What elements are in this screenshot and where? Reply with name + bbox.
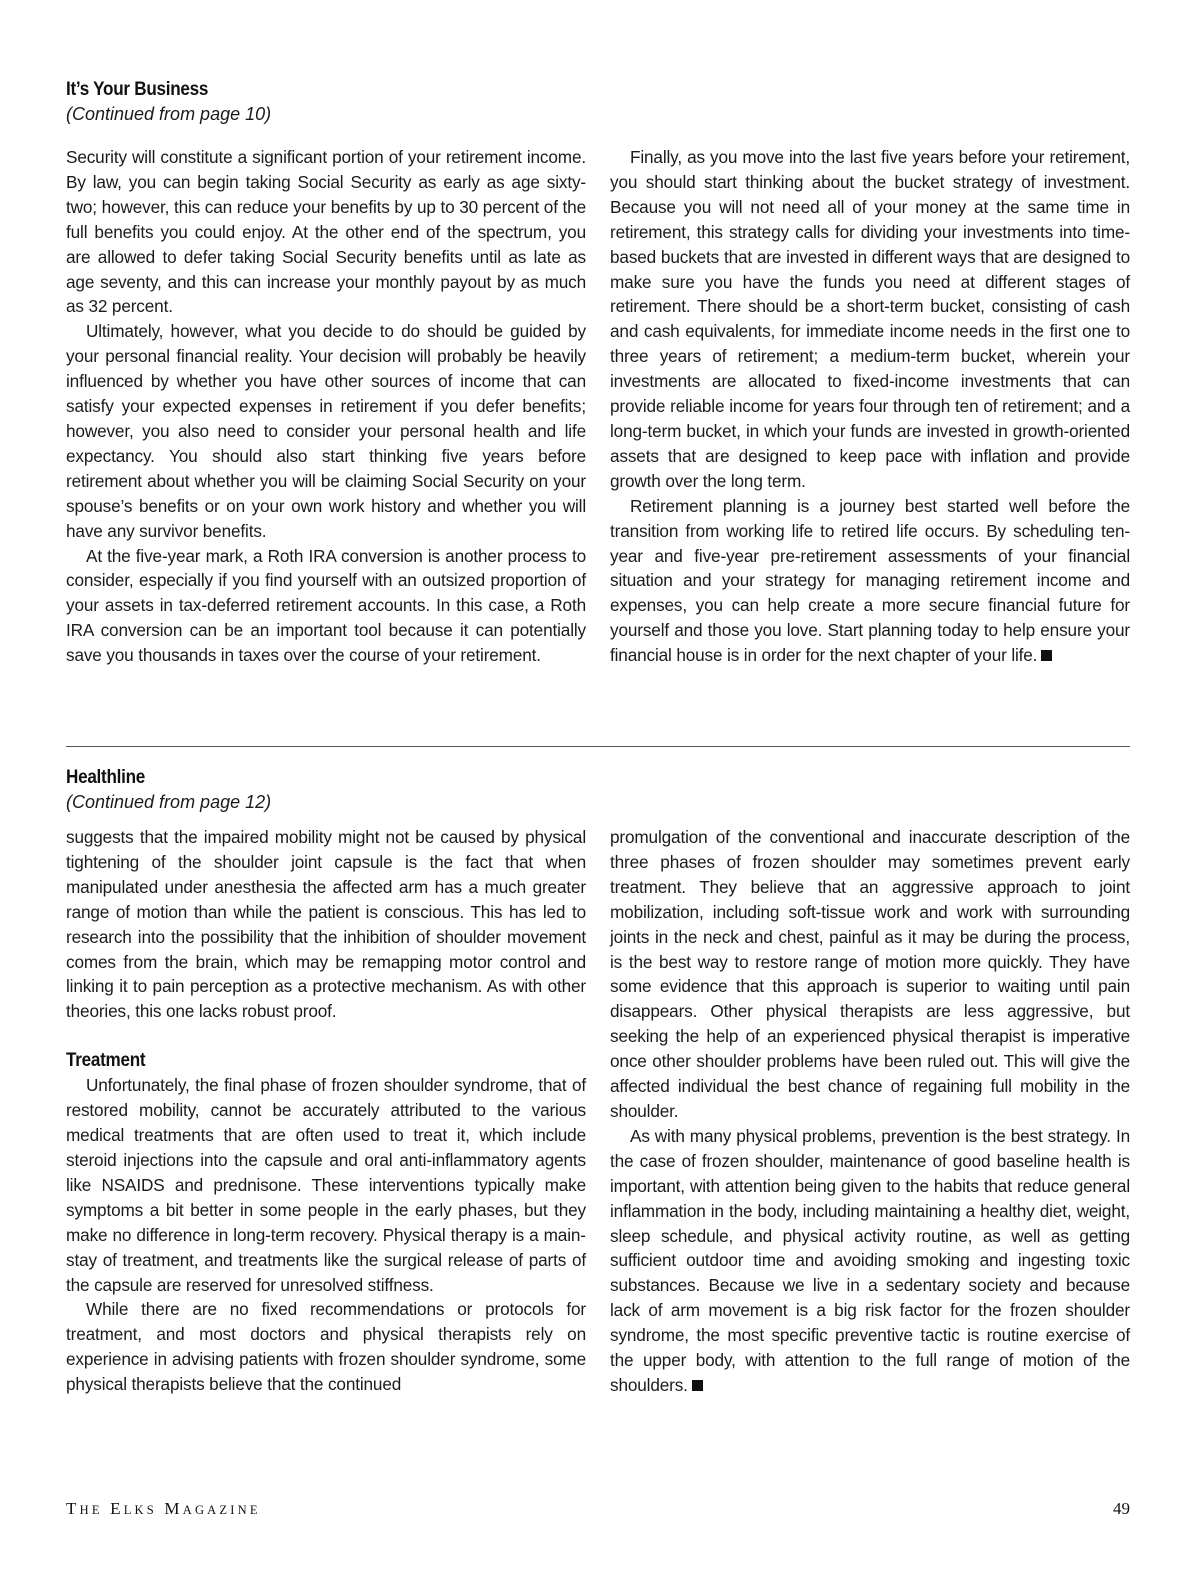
article-its-your-business bbox=[66, 78, 1130, 666]
continued-note: (Continued from page 10) bbox=[66, 104, 272, 124]
paragraph bbox=[610, 1124, 1130, 1398]
right-column bbox=[610, 145, 1130, 668]
section-divider bbox=[66, 746, 1130, 747]
right-column bbox=[610, 825, 1130, 1398]
end-of-article-mark bbox=[1041, 650, 1052, 661]
article-healthline bbox=[66, 766, 1130, 1395]
paragraph: suggests that the impaired mobility might not be caused by physical tightening of the shoulder joint capsule is the fact that when manipulated under anesthesia the affected arm has a much greater range of motion than while the patient is conscious. This has led to research into the possibility that the inhibition of shoulder movement comes from the brain, which may be remapping motor control and linking it to pain perception as a protective mechanism. As with other theories, this one lacks robust proof. bbox=[66, 827, 586, 1022]
paragraph: promulgation of the conventional and inaccurate description of the three phases of frozen shoulder may sometimes prevent early treatment. They believe that an aggressive approach to joint mobilization, including soft-tissue work and work with surrounding joints in the neck and chest, painful as it may be during the process, is the best way to restore range of motion more quickly. They have some evidence that this approach is superior to waiting until pain disappears. Other physical therapists are less aggressive, but seeking the help of an experienced physical therapist is imperative once other shoulder problems have been ruled out. This will give the affected individual the best chance of regaining full mobility in the shoulder. bbox=[610, 827, 1130, 1121]
section-title: Healthline bbox=[66, 767, 146, 788]
subheading-treatment: Treatment bbox=[66, 1050, 146, 1072]
two-column-body bbox=[66, 825, 1130, 1398]
paragraph: At the five-year mark, a Roth IRA conversion is another process to consider, especially if you find yourself with an outsized proportion of your assets in tax-deferred retirement accounts. In this case, a Roth IRA conversion can be an important tool because it can potentially save you thousands in taxes over the course of your retirement. bbox=[66, 545, 586, 666]
section-title: It’s Your Business bbox=[66, 79, 209, 100]
paragraph: Unfortunately, the final phase of frozen shoulder syndrome, that of restored mobility, cannot be accurately attributed to the various medical treatments that are often used to treat it, which include steroid injections into the capsule and oral anti-inflammatory agents like NSAIDS and prednisone. These interventions typically make symptoms a bit better in some people in the early phases, but they make no difference in long-term recovery. Physical therapy is a mainstay of treatment, and treatments like the surgical release of parts of the capsule are reserved for unresolved stiffness. bbox=[66, 1075, 586, 1295]
page-number: 49 bbox=[1113, 1499, 1130, 1518]
paragraph-text: Retirement planning is a journey best started well before the transition from working life to retired life occurs. By scheduling ten-year and five-year pre-retirement assessments of your financial situation and your strategy for managing retirement income and expenses, you can help create a more secure financial future for yourself and those you love. Start planning today to help ensure your financial house is in order for the next chapter of your life. bbox=[610, 495, 1130, 666]
paragraph: While there are no fixed recommendations or protocols for treatment, and most doctors and physical therapists rely on experience in advising patients with frozen shoulder syndrome, some physical therapists believe that the continued bbox=[66, 1299, 586, 1395]
end-of-article-mark bbox=[692, 1380, 703, 1391]
paragraph: Finally, as you move into the last five years before your retirement, you should start thinking about the bucket strategy of investment. Because you will not need all of your money at the same time in retirement, this strategy calls for dividing your investments into time-based buckets that are invested in different ways that are designed to make sure you have the funds you need at different stages of retirement. There should be a short-term bucket, consisting of cash and cash equivalents, for immediate income needs in the first one to three years of retirement; a medium-term bucket, wherein your investments are allocated to fixed-income investments that can provide reliable income for years four through ten of retirement; and a long-term bucket, in which your funds are invested in growth-oriented assets that are designed to keep pace with inflation and provide growth over the long term. bbox=[610, 147, 1130, 491]
left-column bbox=[66, 145, 586, 668]
continued-note: (Continued from page 12) bbox=[66, 792, 272, 812]
paragraph: Security will constitute a significant portion of your retirement income. By law, you can begin taking Social Security as early as age sixty-two; however, this can reduce your benefits by up to 30 percent of the full benefits you could enjoy. At the other end of the spectrum, you are allowed to defer taking Social Security benefits until as late as age seventy, and this can increase your monthly payout by as much as 32 percent. bbox=[66, 147, 586, 317]
left-column bbox=[66, 825, 586, 1398]
paragraph: Ultimately, however, what you decide to do should be guided by your personal financial reality. Your decision will probably be heavily influenced by whether you have other sources of income that can satisfy your expected expenses in retirement if you defer benefits; however, you also need to consider your personal health and life expectancy. You should also start thinking five years before retirement about whether you will be claiming Social Security on your spouse’s benefits or on your own work history and whether you will have any survivor benefits. bbox=[66, 321, 586, 541]
magazine-name: THE ELKS MAGAZINE bbox=[66, 1499, 261, 1518]
paragraph-text: As with many physical problems, prevention is the best strategy. In the case of frozen shoulder, maintenance of good baseline health is important, with attention being given to the habits that reduce general inflammation in the body, including maintaining a healthy diet, weight, sleep schedule, and physical activity routine, as well as getting sufficient outdoor time and avoiding smoking and ingesting toxic substances. Because we live in a sedentary society and because lack of arm movement is a big risk factor for the frozen shoulder syndrome, the most specific preventive tactic is routine exercise of the upper body, with attention to the full range of motion of the shoulders. bbox=[610, 1125, 1130, 1395]
paragraph bbox=[610, 494, 1130, 668]
two-column-body bbox=[66, 145, 1130, 668]
